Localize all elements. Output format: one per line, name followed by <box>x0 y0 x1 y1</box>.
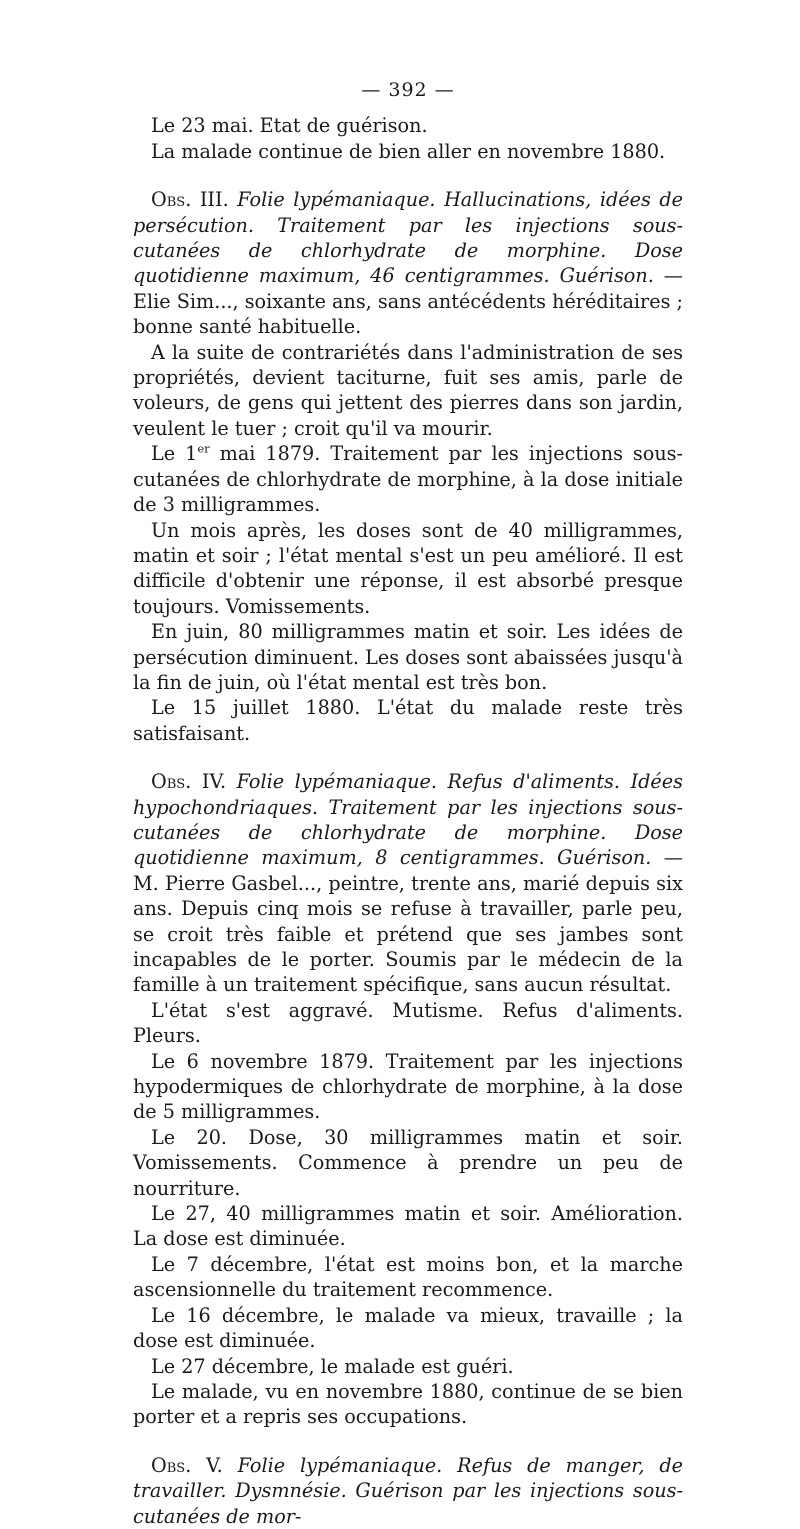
observation-label: Obs. V. <box>151 1453 223 1477</box>
observation-4-heading <box>133 769 683 998</box>
paragraph: Le 15 juillet 1880. L'état du malade reste très satisfaisant. <box>133 696 683 745</box>
observation-5-heading <box>133 1453 683 1529</box>
paragraph: L'état s'est aggravé. Mutisme. Refus d'aliments. Pleurs. <box>133 998 683 1048</box>
paragraph-text: Le 1 <box>151 442 198 466</box>
section-gap <box>133 1430 683 1453</box>
paragraph: Un mois après, les doses sont de 40 milligrammes, matin et soir ; l'état mental s'est un peu amélioré. Il est difficile d'obtenir une réponse, il est absorbé presque toujours. Vomissements. <box>133 518 683 618</box>
superscript: er <box>197 441 210 456</box>
paragraph: Le 16 décembre, le malade va mieux, travaille ; la dose est diminuée. <box>133 1303 683 1353</box>
book-page <box>133 78 683 1529</box>
observation-title: Folie lypémaniaque. Hallucinations, idées de persécution. Traitement par les injections sous-cutanées de chlorhydrate de morphine. Dose quotidienne maximum, 46 centigrammes. Guérison. <box>133 188 683 288</box>
paragraph: Le 27, 40 milligrammes matin et soir. Amélioration. La dose est diminuée. <box>133 1202 683 1251</box>
paragraph: La malade continue de bien aller en novembre 1880. <box>151 139 666 163</box>
paragraph: Le malade, vu en novembre 1880, continue de se bien porter et a repris ses occupations. <box>133 1379 683 1429</box>
observation-label: Obs. III. <box>151 188 229 212</box>
observation-3-heading <box>133 187 683 339</box>
paragraph: Le 27 décembre, le malade est guéri. <box>151 1354 514 1378</box>
paragraph-text: mai 1879. Traitement par les injections sous-cutanées de chlorhydrate de morphine, à la dose initiale de 3 milligrammes. <box>133 442 684 517</box>
paragraph: Le 6 novembre 1879. Traitement par les injections hypodermiques de chlorhydrate de morphine, à la dose de 5 milligrammes. <box>133 1049 683 1124</box>
paragraph: A la suite de contrariétés dans l'administration de ses propriétés, devient taciturne, fuit ses amis, parle de voleurs, de gens qui jettent des pierres dans son jardin, veulent le tuer ; croit qu'il va mourir. <box>133 340 683 440</box>
observation-title: Folie lypémaniaque. Refus de manger, de travailler. Dysmnésie. Guérison par les injections sous-cutanées de mor- <box>133 1453 683 1528</box>
paragraph: Le 20. Dose, 30 milligrammes matin et soir. Vomissements. Commence à prendre un peu de nourriture. <box>133 1125 683 1200</box>
paragraph: Le 23 mai. Etat de guérison. <box>151 114 428 138</box>
observation-label: Obs. IV. <box>151 770 227 794</box>
observation-intro: — M. Pierre Gasbel..., peintre, trente ans, marié depuis six ans. Depuis cinq mois se refuse à travailler, parle peu, se croit très faible et prétend que ses jambes sont incapables de le porter. Soumis par le médecin de la famille à un traitement spécifique, sans aucun résultat. <box>133 846 683 997</box>
observation-title: Folie lypémaniaque. Refus d'aliments. Idées hypochondriaques. Traitement par les injections sous-cutanées de chlorhydrate de morphine. Dose quotidienne maximum, 8 centigrammes. Guérison. <box>133 770 683 870</box>
observation-intro: — Elie Sim..., soixante ans, sans antécédents héréditaires ; bonne santé habituelle. <box>133 264 683 339</box>
paragraph: En juin, 80 milligrammes matin et soir. Les idées de persécution diminuent. Les doses sont abaissées jusqu'à la fin de juin, où l'état mental est très bon. <box>133 620 683 694</box>
section-gap <box>133 746 683 769</box>
section-gap <box>133 164 683 187</box>
page-number: — 392 — <box>361 79 455 101</box>
paragraph: Le 7 décembre, l'état est moins bon, et la marche ascensionnelle du traitement recommence. <box>133 1252 683 1302</box>
paragraph <box>133 441 683 517</box>
